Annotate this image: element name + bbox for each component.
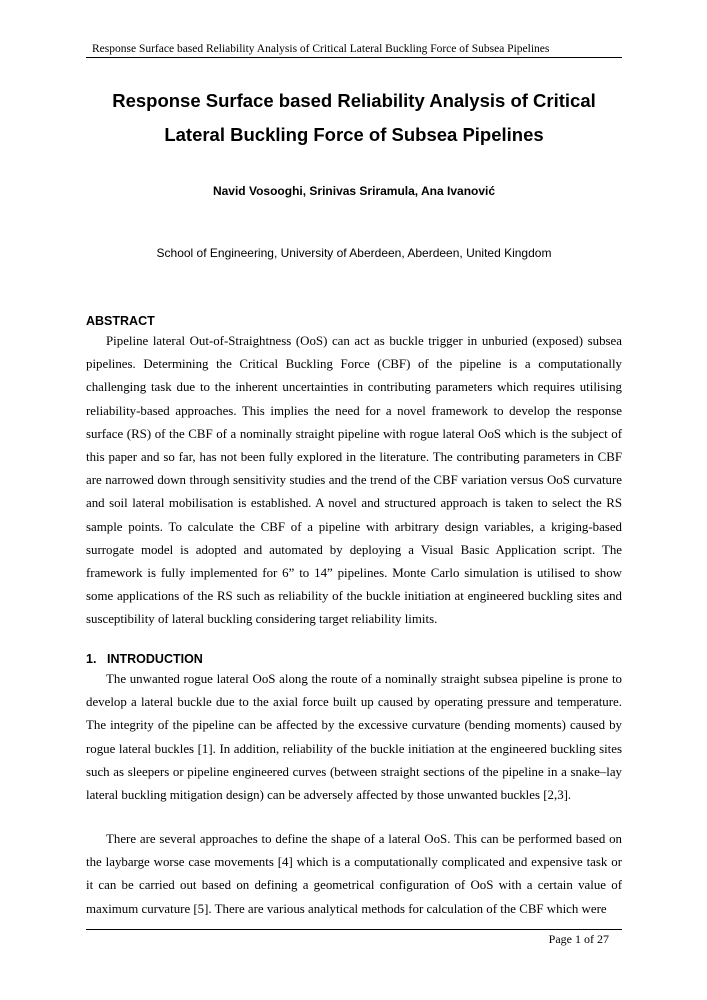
header-rule — [86, 57, 622, 58]
section-title: INTRODUCTION — [107, 652, 203, 666]
authors: Navid Vosooghi, Srinivas Sriramula, Ana Ivanović — [212, 184, 496, 198]
page-number: Page 1 of 27 — [548, 932, 609, 946]
introduction-paragraph-1: The unwanted rogue lateral OoS along the route of a nominally straight subsea pipeline is prone to develop a lateral buckle due to the axial force built up caused by operating pressure and temperature. The integrity of the pipeline can be affected by the excessive curvature (bending moments) caused by rogue lateral buckles [1]. In addition, reliability of the buckle initiation at the engineered buckling sites such as sleepers or pipeline engineered curves (between straight sections of the pipeline in a snake–lay lateral buckling mitigation design) can be adversely affected by those unwanted buckles [2,3]. — [86, 672, 622, 803]
paper-title: Response Surface based Reliability Analysis of Critical Lateral Buckling Force of Subsea Pipelines — [112, 90, 596, 145]
running-header: Response Surface based Reliability Analysis of Critical Lateral Buckling Force of Subsea Pipelines — [92, 43, 550, 55]
abstract-paragraph: Pipeline lateral Out-of-Straightness (OoS) can act as buckle trigger in unburied (exposed) subsea pipelines. Determining the Critical Buckling Force (CBF) of the pipeline is a computationally challenging task due to the inherent uncertainties in contributing parameters which requires utilising reliability-based approaches. This implies the need for a novel framework to develop the response surface (RS) of the CBF of a nominally straight pipeline with rogue lateral OoS which is the subject of this paper and so far, has not been fully explored in the literature. The contributing parameters in CBF are narrowed down through sensitivity studies and the trend of the CBF variation versus OoS curvature and soil lateral mobilisation is established. A novel and structured approach is taken to select the RS sample points. To calculate the CBF of a pipeline with arbitrary design variables, a kriging-based surrogate model is adopted and automated by deploying a Visual Basic Application script. The framework is fully implemented for 6” to 14” pipelines. Monte Carlo simulation is utilised to show some applications of the RS such as reliability of the buckle initiation at engineered buckling sites and susceptibility of lateral buckling considering target reliability limits. — [86, 334, 622, 627]
affiliation: School of Engineering, University of Aberdeen, Aberdeen, United Kingdom — [156, 246, 552, 260]
abstract-heading: ABSTRACT — [86, 314, 155, 328]
introduction-heading — [86, 652, 203, 667]
introduction-paragraph-2: There are several approaches to define the shape of a lateral OoS. This can be performed based on the laybarge worse case movements [4] which is a computationally complicated and expensive task or it can be carried out based on defining a geometrical configuration of OoS with a certain value of maximum curvature [5]. There are various analytical methods for calculation of the CBF which were — [86, 832, 622, 916]
section-number: 1. — [86, 652, 97, 666]
footer-rule — [86, 929, 622, 930]
